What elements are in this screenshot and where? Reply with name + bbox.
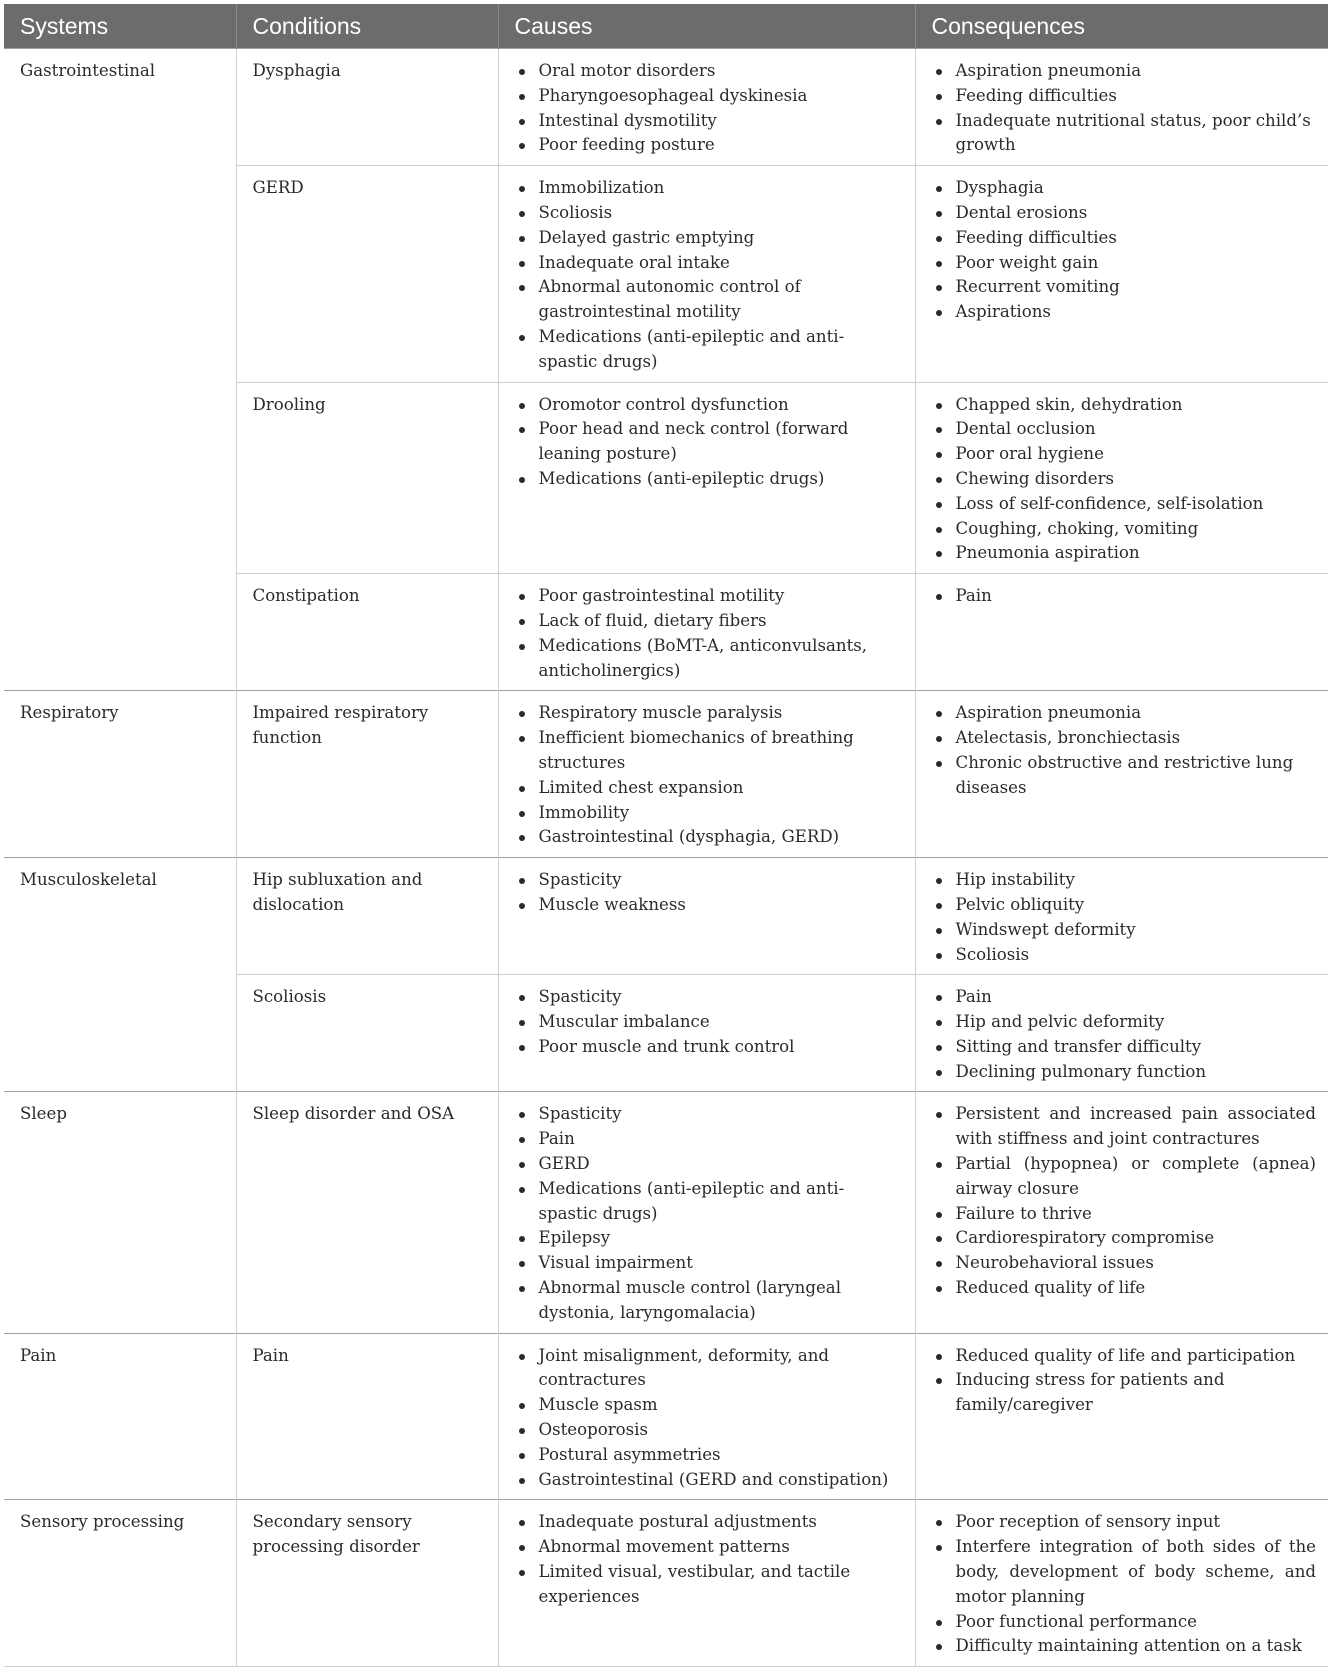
cause-item: Medications (BoMT-A, anticonvulsants, anticholinergics) <box>539 634 903 684</box>
header-causes: Causes <box>498 4 915 49</box>
condition-cell: Sleep disorder and OSA <box>236 1092 498 1333</box>
table-row <box>4 1092 1328 1333</box>
table-row <box>4 574 1328 691</box>
cause-item: Epilepsy <box>539 1226 903 1251</box>
consequence-item: Chapped skin, dehydration <box>956 393 1317 418</box>
conditions-table <box>4 4 1328 1667</box>
system-cell <box>4 574 236 691</box>
consequence-item: Poor functional performance <box>956 1610 1317 1635</box>
cause-item: Poor feeding posture <box>539 133 903 158</box>
consequence-item: Interfere integration of both sides of the body, development of body scheme, and motor planning <box>956 1535 1317 1609</box>
condition-cell: Secondary sensory processing disorder <box>236 1500 498 1667</box>
causes-list <box>515 1344 903 1493</box>
causes-cell <box>498 1092 915 1333</box>
consequences-list <box>932 985 1317 1084</box>
cause-item: Intestinal dysmotility <box>539 109 903 134</box>
system-cell: Pain <box>4 1333 236 1500</box>
condition-cell: Pain <box>236 1333 498 1500</box>
consequences-cell <box>915 858 1328 975</box>
consequence-item: Pneumonia aspiration <box>956 541 1317 566</box>
cause-item: Respiratory muscle paralysis <box>539 701 903 726</box>
causes-cell <box>498 166 915 382</box>
causes-list <box>515 59 903 158</box>
causes-list <box>515 701 903 850</box>
consequences-list <box>932 176 1317 325</box>
cause-item: GERD <box>539 1152 903 1177</box>
causes-cell <box>498 382 915 574</box>
header-consequences: Consequences <box>915 4 1328 49</box>
consequence-item: Recurrent vomiting <box>956 275 1317 300</box>
cause-item: Joint misalignment, deformity, and contractures <box>539 1344 903 1394</box>
cause-item: Immobilization <box>539 176 903 201</box>
consequence-item: Failure to thrive <box>956 1202 1317 1227</box>
condition-cell: Scoliosis <box>236 975 498 1092</box>
consequence-item: Pain <box>956 985 1317 1010</box>
cause-item: Limited visual, vestibular, and tactile experiences <box>539 1560 903 1610</box>
consequences-list <box>932 393 1317 567</box>
consequence-item: Hip instability <box>956 868 1317 893</box>
condition-cell: Impaired respiratory function <box>236 691 498 858</box>
consequences-cell <box>915 975 1328 1092</box>
table-row <box>4 691 1328 858</box>
consequence-item: Loss of self-confidence, self-isolation <box>956 492 1317 517</box>
consequences-list <box>932 1344 1317 1418</box>
consequences-cell <box>915 49 1328 166</box>
table-row <box>4 49 1328 166</box>
condition-cell: GERD <box>236 166 498 382</box>
causes-cell <box>498 574 915 691</box>
table-row <box>4 975 1328 1092</box>
cause-item: Limited chest expansion <box>539 776 903 801</box>
cause-item: Postural asymmetries <box>539 1443 903 1468</box>
table-row <box>4 382 1328 574</box>
consequence-item: Coughing, choking, vomiting <box>956 517 1317 542</box>
consequences-cell <box>915 1333 1328 1500</box>
consequences-cell <box>915 382 1328 574</box>
consequence-item: Reduced quality of life and participation <box>956 1344 1317 1369</box>
system-cell <box>4 166 236 382</box>
cause-item: Inefficient biomechanics of breathing structures <box>539 726 903 776</box>
consequence-item: Aspiration pneumonia <box>956 59 1317 84</box>
consequences-list <box>932 701 1317 800</box>
causes-cell <box>498 858 915 975</box>
condition-cell: Dysphagia <box>236 49 498 166</box>
system-cell: Respiratory <box>4 691 236 858</box>
cause-item: Abnormal muscle control (laryngeal dystonia, laryngomalacia) <box>539 1276 903 1326</box>
consequence-item: Hip and pelvic deformity <box>956 1010 1317 1035</box>
cause-item: Lack of fluid, dietary fibers <box>539 609 903 634</box>
cause-item: Spasticity <box>539 985 903 1010</box>
header-row <box>4 4 1328 49</box>
cause-item: Poor gastrointestinal motility <box>539 584 903 609</box>
consequence-item: Chronic obstructive and restrictive lung diseases <box>956 751 1317 801</box>
consequences-cell <box>915 574 1328 691</box>
cause-item: Oromotor control dysfunction <box>539 393 903 418</box>
consequence-item: Cardiorespiratory compromise <box>956 1226 1317 1251</box>
consequence-item: Difficulty maintaining attention on a task <box>956 1634 1317 1659</box>
consequence-item: Sitting and transfer difficulty <box>956 1035 1317 1060</box>
consequence-item: Poor oral hygiene <box>956 442 1317 467</box>
consequences-cell <box>915 1500 1328 1667</box>
consequence-item: Declining pulmonary function <box>956 1060 1317 1085</box>
system-cell: Musculoskeletal <box>4 858 236 975</box>
table-row <box>4 1500 1328 1667</box>
table-row <box>4 858 1328 975</box>
consequences-cell <box>915 166 1328 382</box>
condition-cell: Hip subluxation and dislocation <box>236 858 498 975</box>
consequence-item: Feeding difficulties <box>956 226 1317 251</box>
cause-item: Gastrointestinal (GERD and constipation) <box>539 1468 903 1493</box>
consequence-item: Persistent and increased pain associated with stiffness and joint contractures <box>956 1102 1317 1152</box>
consequence-item: Pelvic obliquity <box>956 893 1317 918</box>
table-row <box>4 166 1328 382</box>
cause-item: Pharyngoesophageal dyskinesia <box>539 84 903 109</box>
cause-item: Immobility <box>539 801 903 826</box>
consequence-item: Pain <box>956 584 1317 609</box>
consequences-cell <box>915 691 1328 858</box>
system-cell: Sleep <box>4 1092 236 1333</box>
consequence-item: Scoliosis <box>956 943 1317 968</box>
consequence-item: Aspirations <box>956 300 1317 325</box>
causes-list <box>515 393 903 492</box>
consequence-item: Inadequate nutritional status, poor child’s growth <box>956 109 1317 159</box>
cause-item: Inadequate postural adjustments <box>539 1510 903 1535</box>
consequences-cell <box>915 1092 1328 1333</box>
causes-list <box>515 1102 903 1325</box>
consequence-item: Neurobehavioral issues <box>956 1251 1317 1276</box>
consequence-item: Poor weight gain <box>956 251 1317 276</box>
consequences-list <box>932 59 1317 158</box>
cause-item: Spasticity <box>539 868 903 893</box>
causes-cell <box>498 691 915 858</box>
system-cell: Sensory processing <box>4 1500 236 1667</box>
causes-list <box>515 868 903 918</box>
system-cell <box>4 382 236 574</box>
cause-item: Gastrointestinal (dysphagia, GERD) <box>539 825 903 850</box>
causes-list <box>515 985 903 1059</box>
consequence-item: Chewing disorders <box>956 467 1317 492</box>
consequence-item: Feeding difficulties <box>956 84 1317 109</box>
cause-item: Muscle spasm <box>539 1393 903 1418</box>
cause-item: Abnormal movement patterns <box>539 1535 903 1560</box>
consequences-list <box>932 1510 1317 1659</box>
cause-item: Medications (anti-epileptic and anti-spastic drugs) <box>539 325 903 375</box>
cause-item: Muscular imbalance <box>539 1010 903 1035</box>
causes-list <box>515 176 903 374</box>
consequences-list <box>932 1102 1317 1300</box>
system-cell <box>4 975 236 1092</box>
cause-item: Pain <box>539 1127 903 1152</box>
cause-item: Visual impairment <box>539 1251 903 1276</box>
consequence-item: Partial (hypopnea) or complete (apnea) airway closure <box>956 1152 1317 1202</box>
consequence-item: Aspiration pneumonia <box>956 701 1317 726</box>
consequence-item: Reduced quality of life <box>956 1276 1317 1301</box>
causes-cell <box>498 1500 915 1667</box>
causes-cell <box>498 49 915 166</box>
cause-item: Spasticity <box>539 1102 903 1127</box>
cause-item: Oral motor disorders <box>539 59 903 84</box>
table-row <box>4 1333 1328 1500</box>
header-conditions: Conditions <box>236 4 498 49</box>
consequence-item: Dysphagia <box>956 176 1317 201</box>
consequence-item: Dental erosions <box>956 201 1317 226</box>
consequence-item: Poor reception of sensory input <box>956 1510 1317 1535</box>
condition-cell: Constipation <box>236 574 498 691</box>
header-systems: Systems <box>4 4 236 49</box>
cause-item: Medications (anti-epileptic and anti-spastic drugs) <box>539 1177 903 1227</box>
causes-cell <box>498 975 915 1092</box>
consequences-list <box>932 584 1317 609</box>
causes-list <box>515 1510 903 1609</box>
cause-item: Abnormal autonomic control of gastrointestinal motility <box>539 275 903 325</box>
consequences-list <box>932 868 1317 967</box>
cause-item: Osteoporosis <box>539 1418 903 1443</box>
consequence-item: Atelectasis, bronchiectasis <box>956 726 1317 751</box>
consequence-item: Inducing stress for patients and family/caregiver <box>956 1368 1317 1418</box>
condition-cell: Drooling <box>236 382 498 574</box>
cause-item: Poor muscle and trunk control <box>539 1035 903 1060</box>
cause-item: Inadequate oral intake <box>539 251 903 276</box>
cause-item: Poor head and neck control (forward leaning posture) <box>539 417 903 467</box>
cause-item: Delayed gastric emptying <box>539 226 903 251</box>
consequence-item: Windswept deformity <box>956 918 1317 943</box>
cause-item: Scoliosis <box>539 201 903 226</box>
consequence-item: Dental occlusion <box>956 417 1317 442</box>
cause-item: Muscle weakness <box>539 893 903 918</box>
system-cell: Gastrointestinal <box>4 49 236 166</box>
causes-cell <box>498 1333 915 1500</box>
causes-list <box>515 584 903 683</box>
cause-item: Medications (anti-epileptic drugs) <box>539 467 903 492</box>
